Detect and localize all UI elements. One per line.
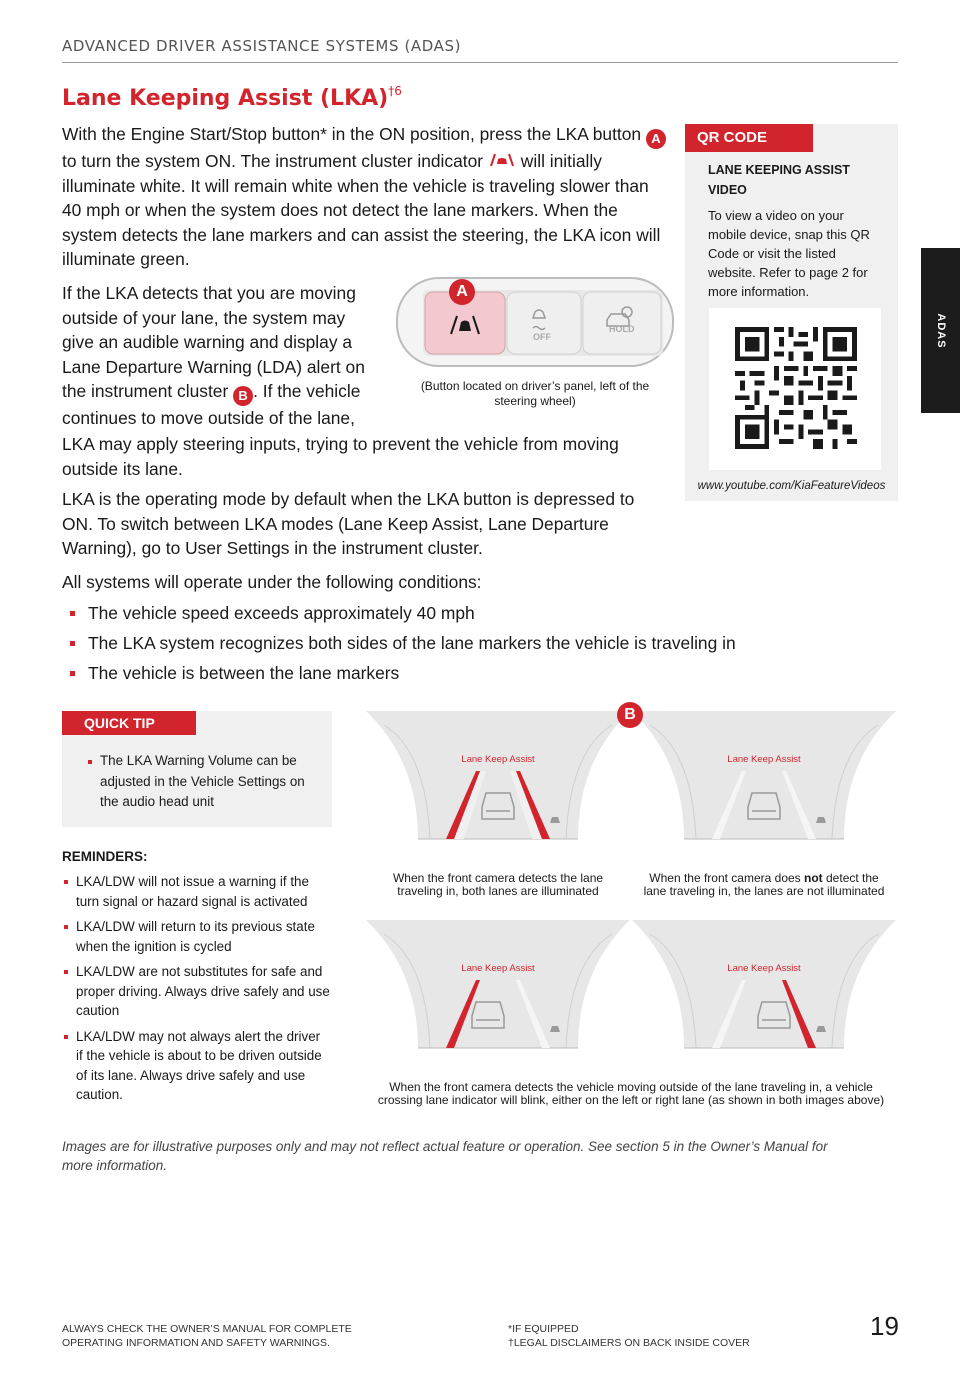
qr-url-link[interactable]: www.youtube.com/KiaFeatureVideos	[697, 480, 886, 492]
quick-tip-tag: QUICK TIP	[62, 711, 196, 735]
quick-tip-box	[62, 711, 332, 827]
page-number: 19	[870, 1311, 899, 1341]
quick-tip-text: The LKA Warning Volume can be adjusted in the Vehicle Settings on the audio head unit	[86, 751, 321, 813]
condition-item: The LKA system recognizes both sides of the lane markers the vehicle is traveling in	[70, 628, 770, 658]
intro-text-b: to turn the system ON. The instrument cluster indicator	[62, 151, 484, 171]
intro-text-a: With the Engine Start/Stop button* in the ON position, press the LKA button	[62, 124, 642, 144]
page-title	[62, 86, 402, 111]
reminder-item: LKA/LDW will not issue a warning if the turn signal or hazard signal is activated	[62, 872, 330, 911]
hold-label: HOLD	[609, 324, 635, 334]
illustration-disclaimer: Images are for illustrative purposes only and may not reflect actual feature or operation. See section 5 in the Owner’s Manual for more information.	[62, 1139, 828, 1173]
reminders-list	[62, 872, 330, 1111]
cluster-screen-no-lanes	[632, 711, 896, 851]
qr-tag: QR CODE	[685, 124, 813, 152]
side-tab	[921, 248, 960, 413]
condition-item: The vehicle speed exceeds approximately 40 mph	[70, 598, 770, 628]
page-title-text: Lane Keeping Assist (LKA)	[62, 86, 389, 111]
footer-warning-line-2: OPERATING INFORMATION AND SAFETY WARNINGS.	[62, 1337, 330, 1349]
cluster-screen-right-departure	[632, 920, 896, 1060]
footer-warning	[62, 1322, 352, 1350]
button-panel-illustration	[395, 272, 675, 372]
cluster-screen-both-lanes	[366, 711, 630, 851]
cluster-title: Lane Keep Assist	[727, 754, 801, 765]
reminder-item: LKA/LDW will return to its previous state when the ignition is cycled	[62, 917, 330, 956]
footer-legal-line-1: *IF EQUIPPED	[508, 1323, 579, 1335]
cluster-screen-left-departure	[366, 920, 630, 1060]
conditions-intro: All systems will operate under the following conditions:	[62, 572, 482, 592]
button-caption: (Button located on driver’s panel, left of the steering wheel)	[420, 379, 650, 408]
footer-legal	[508, 1322, 750, 1350]
qr-code-icon[interactable]	[735, 326, 857, 450]
reminder-item: LKA/LDW are not substitutes for safe and proper driving. Always drive safely and use caution	[62, 962, 330, 1021]
intro-text-c: will initially illuminate white. It will remain white when the vehicle is traveling slower than 40 mph or when the system does not detect the lane markers. When the system detects the lane markers and can assist the steering, the LKA icon will illuminate green.	[62, 151, 661, 269]
cluster-caption-1: When the front camera detects the lane traveling in, both lanes are illuminated	[392, 871, 604, 898]
side-tab-label: ADAS	[934, 312, 947, 349]
callout-b-badge: B	[233, 386, 253, 406]
callout-a-badge: A	[646, 129, 666, 149]
qr-code-frame[interactable]	[709, 308, 881, 470]
cluster-title: Lane Keep Assist	[461, 754, 535, 765]
footer-warning-line-1: ALWAYS CHECK THE OWNER’S MANUAL FOR COMPLETE	[62, 1323, 352, 1335]
footer-legal-line-2: †LEGAL DISCLAIMERS ON BACK INSIDE COVER	[508, 1337, 750, 1349]
cluster-caption-3: When the front camera detects the vehicle moving outside of the lane traveling in, a vehicle crossing lane indicator will blink, either on the left or right lane (as shown in both images above)	[377, 1080, 885, 1107]
qr-title: LANE KEEPING ASSIST VIDEO	[708, 163, 850, 197]
callout-b-marker: B	[617, 702, 643, 728]
cluster-title: Lane Keep Assist	[727, 963, 801, 974]
callout-a-marker: A	[449, 279, 475, 305]
cluster-caption-2	[640, 872, 888, 898]
modes-paragraph: LKA is the operating mode by default when the LKA button is depressed to ON. To switch between LKA modes (Lane Keep Assist, Lane Departure Warning), go to User Settings in the instrument cluster.	[62, 489, 635, 558]
departure-paragraph	[62, 281, 372, 431]
cluster-title: Lane Keep Assist	[461, 963, 535, 974]
departure-paragraph-cont: LKA may apply steering inputs, trying to prevent the vehicle from moving outside its lane.	[62, 434, 619, 479]
page-title-superscript: †6	[388, 84, 402, 98]
departure-text-b: . If the vehicle continues to move outside of the lane,	[62, 381, 361, 428]
reminder-item: LKA/LDW may not always alert the driver if the vehicle is about to be driven outside of its lane. Always drive safely and use caution.	[62, 1027, 330, 1105]
conditions-list	[70, 598, 770, 688]
departure-text-a: If the LKA detects that you are moving outside of your lane, the system may give an audible warning and display a Lane Departure Warning (LDA) alert on the instrument cluster	[62, 283, 365, 401]
caption-2-post: detect the lane traveling in, the lanes are not illuminated	[643, 871, 885, 898]
reminders-heading: REMINDERS:	[62, 849, 148, 864]
qr-description: To view a video on your mobile device, snap this QR Code or visit the listed website. Refer to page 2 for more information.	[708, 208, 870, 299]
intro-paragraph	[62, 122, 672, 272]
caption-2-bold: not	[804, 871, 823, 885]
condition-item: The vehicle is between the lane markers	[70, 658, 770, 688]
off-label: OFF	[533, 332, 551, 342]
header-divider	[62, 62, 898, 63]
lka-indicator-icon	[488, 153, 516, 167]
qr-code-box	[685, 124, 898, 501]
caption-2-pre: When the front camera does	[649, 871, 805, 885]
section-title: ADVANCED DRIVER ASSISTANCE SYSTEMS (ADAS)	[62, 37, 462, 55]
